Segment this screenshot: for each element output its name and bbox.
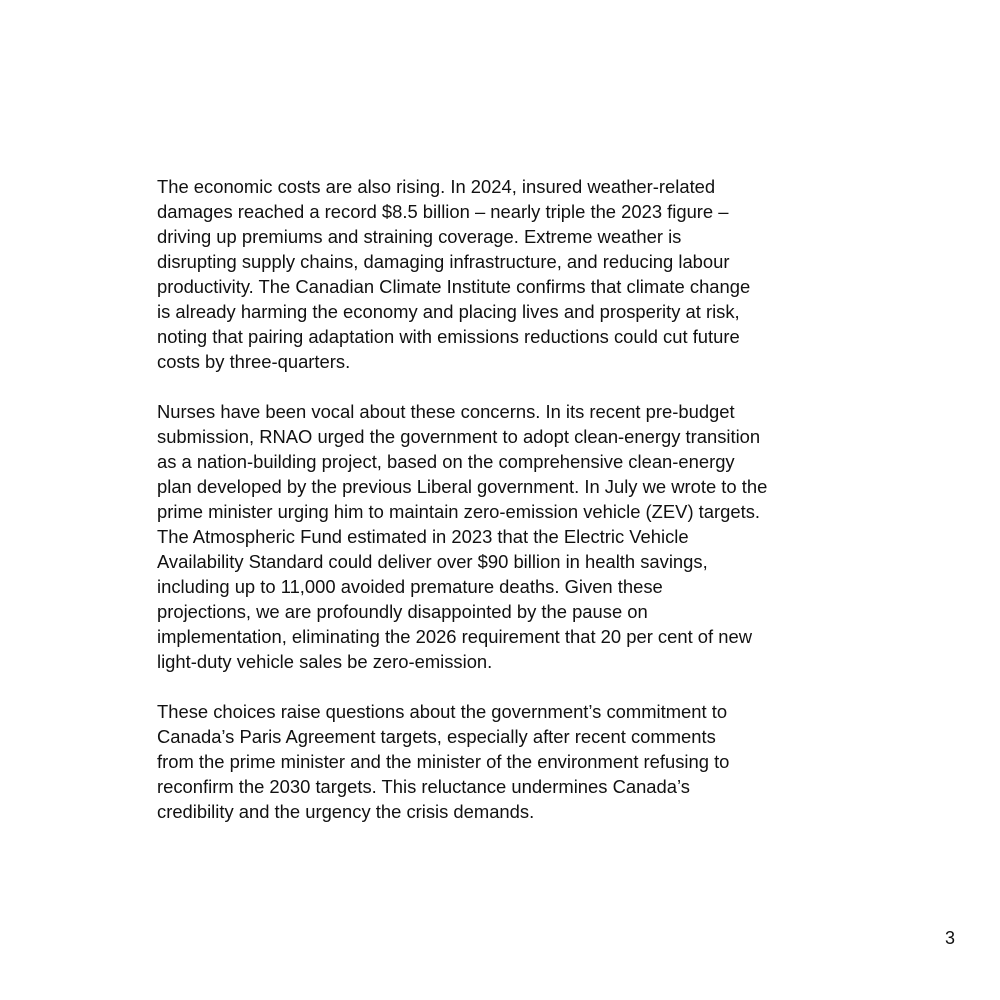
text-line: reconfirm the 2030 targets. This reluctance undermines Canada’s [157, 776, 690, 797]
text-line: plan developed by the previous Liberal government. In July we wrote to the [157, 476, 768, 497]
text-line: projections, we are profoundly disappointed by the pause on [157, 601, 648, 622]
text-line: is already harming the economy and placing lives and prosperity at risk, [157, 301, 740, 322]
text-line: Nurses have been vocal about these concerns. In its recent pre-budget [157, 401, 735, 422]
text-line: costs by three-quarters. [157, 351, 351, 372]
page-number: 3 [945, 928, 956, 948]
text-line: including up to 11,000 avoided premature deaths. Given these [157, 576, 663, 597]
text-line: credibility and the urgency the crisis demands. [157, 801, 535, 822]
text-line: submission, RNAO urged the government to adopt clean-energy transition [157, 426, 761, 447]
text-line: productivity. The Canadian Climate Institute confirms that climate change [157, 276, 751, 297]
text-line: These choices raise questions about the government’s commitment to [157, 701, 728, 722]
text-line: implementation, eliminating the 2026 requirement that 20 per cent of new [157, 626, 752, 647]
text-line: from the prime minister and the minister of the environment refusing to [157, 751, 730, 772]
text-line: as a nation-building project, based on the comprehensive clean-energy [157, 451, 735, 472]
text-line: disrupting supply chains, damaging infrastructure, and reducing labour [157, 251, 730, 272]
paragraph-economic-costs [157, 174, 857, 374]
text-line: Availability Standard could deliver over $90 billion in health savings, [157, 551, 708, 572]
text-line: driving up premiums and straining coverage. Extreme weather is [157, 226, 682, 247]
text-line: light-duty vehicle sales be zero-emission. [157, 651, 493, 672]
document-body [157, 174, 857, 849]
paragraph-nurses-concerns [157, 399, 857, 674]
text-line: noting that pairing adaptation with emissions reductions could cut future [157, 326, 740, 347]
text-line: Canada’s Paris Agreement targets, especially after recent comments [157, 726, 716, 747]
text-line: damages reached a record $8.5 billion – nearly triple the 2023 figure – [157, 201, 729, 222]
text-line: The Atmospheric Fund estimated in 2023 that the Electric Vehicle [157, 526, 689, 547]
text-line: prime minister urging him to maintain zero-emission vehicle (ZEV) targets. [157, 501, 761, 522]
paragraph-government-commitment [157, 699, 857, 824]
text-line: The economic costs are also rising. In 2024, insured weather-related [157, 176, 716, 197]
